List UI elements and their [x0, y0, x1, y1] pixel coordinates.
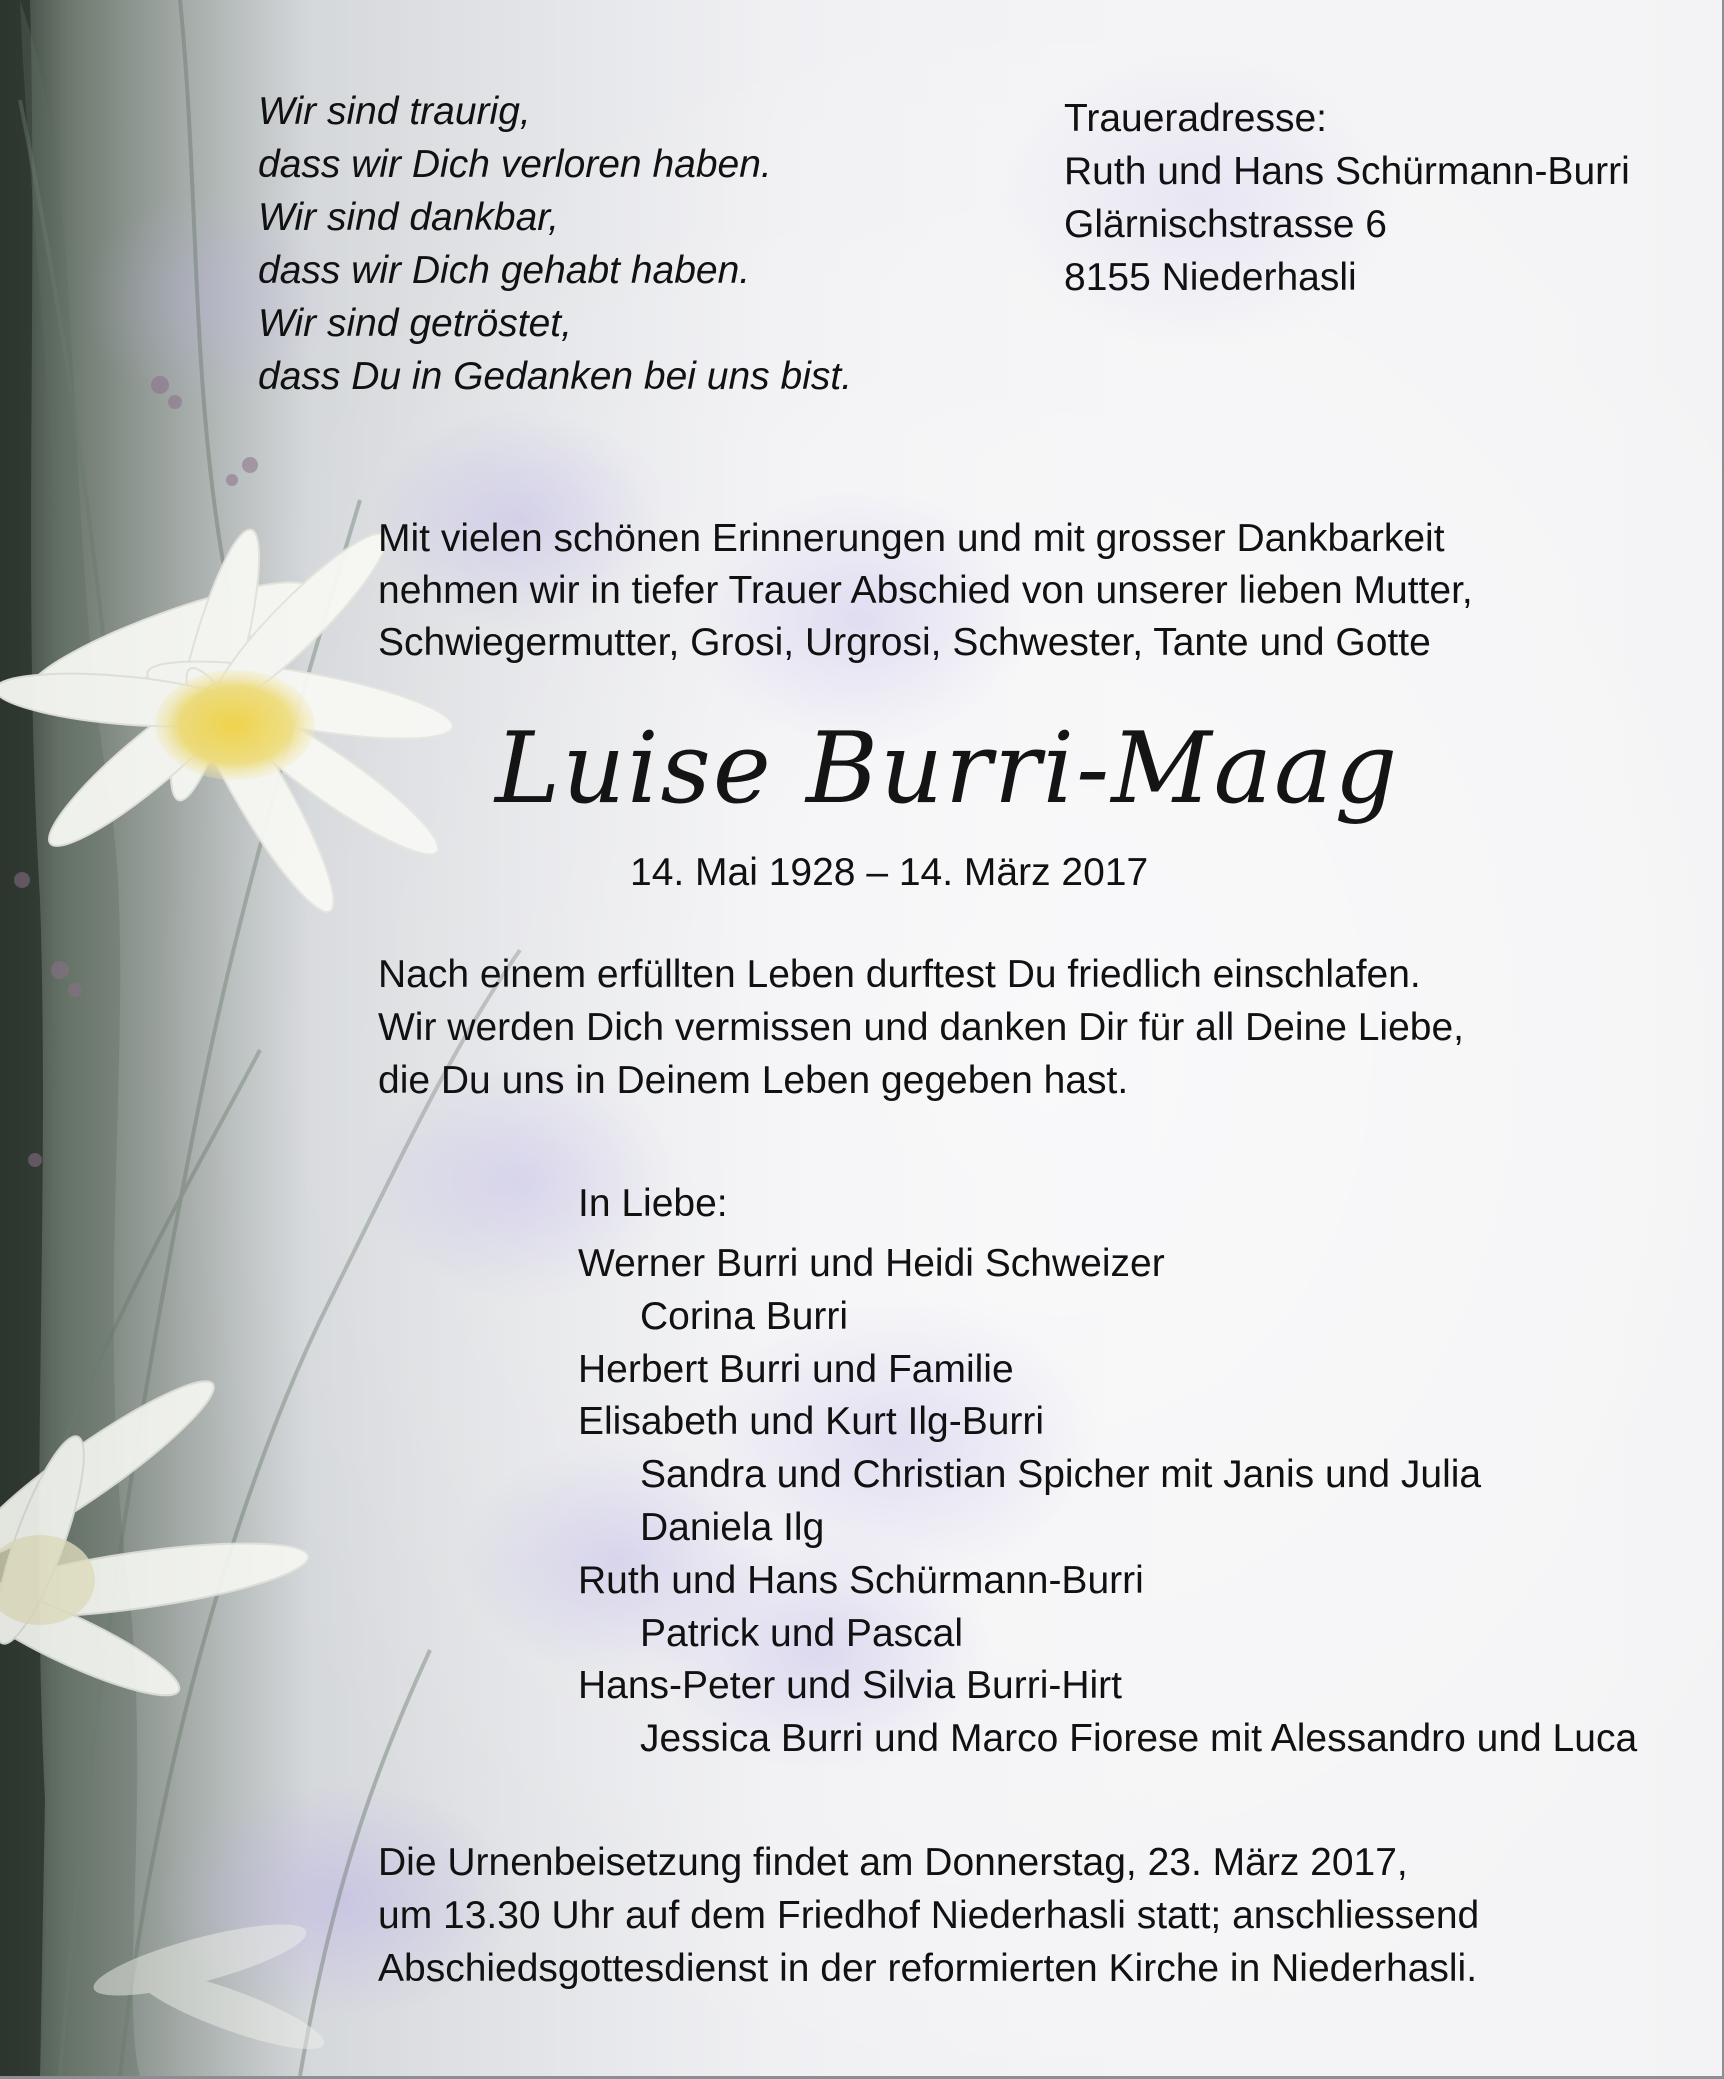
life-dates: 14. Mai 1928 – 14. März 2017 [630, 851, 1149, 894]
poem-line: Wir sind traurig, [258, 90, 531, 133]
mourner-entry: Jessica Burri und Marco Fiorese mit Alessandro und Luca [640, 1717, 1638, 1761]
intro-line: Mit vielen schönen Erinnerungen und mit grosser Dankbarkeit [378, 517, 1445, 560]
intro-line: Schwiegermutter, Grosi, Urgrosi, Schwester, Tante und Gotte [378, 621, 1431, 664]
mourner-entry: Ruth und Hans Schürmann-Burri [578, 1558, 1144, 1602]
intro-paragraph [378, 513, 1473, 669]
mourner-entry: Daniela Ilg [640, 1505, 825, 1549]
poem-line: dass Du in Gedanken bei uns bist. [258, 355, 853, 398]
farewell-line: Nach einem erfüllten Leben durftest Du friedlich einschlafen. [378, 953, 1421, 996]
service-line: um 13.30 Uhr auf dem Friedhof Niederhasli statt; anschliessend [378, 1894, 1480, 1937]
poem-line: Wir sind dankbar, [258, 196, 559, 239]
mourners-label: In Liebe: [578, 1182, 728, 1225]
mourner-entry: Werner Burri und Heidi Schweizer [578, 1242, 1165, 1285]
service-line: Abschiedsgottesdienst in der reformierten Kirche in Niederhasli. [378, 1947, 1478, 1990]
farewell-paragraph [378, 948, 1464, 1107]
deceased-name: Luise Burri-Maag [495, 712, 1400, 826]
mourner-entry: Hans-Peter und Silvia Burri-Hirt [578, 1664, 1123, 1708]
mourner-entry: Herbert Burri und Familie [578, 1347, 1014, 1391]
farewell-line: Wir werden Dich vermissen und danken Dir für all Deine Liebe, [378, 1006, 1464, 1049]
address-line: Ruth und Hans Schürmann-Burri [1064, 150, 1630, 193]
service-line: Die Urnenbeisetzung findet am Donnerstag, 23. März 2017, [378, 1841, 1408, 1884]
poem-line: dass wir Dich gehabt haben. [258, 249, 751, 292]
address-line: Glärnischstrasse 6 [1064, 203, 1387, 246]
poem-line: Wir sind getröstet, [258, 302, 572, 345]
address-line: 8155 Niederhasli [1064, 256, 1357, 299]
poem-line: dass wir Dich verloren haben. [258, 143, 772, 186]
poem [258, 85, 852, 403]
mourner-entry: Elisabeth und Kurt Ilg-Burri [578, 1400, 1045, 1444]
mourner-entry: Corina Burri [640, 1294, 849, 1338]
mourning-address [1064, 92, 1630, 304]
mourner-entry: Sandra und Christian Spicher mit Janis und Julia [640, 1453, 1482, 1497]
mourner-entry: Patrick und Pascal [640, 1611, 963, 1655]
mourners-list [578, 1238, 1637, 1766]
address-label: Traueradresse: [1064, 97, 1328, 140]
intro-line: nehmen wir in tiefer Trauer Abschied von unserer lieben Mutter, [378, 569, 1473, 612]
service-notice [378, 1836, 1479, 1995]
farewell-line: die Du uns in Deinem Leben gegeben hast. [378, 1059, 1129, 1102]
